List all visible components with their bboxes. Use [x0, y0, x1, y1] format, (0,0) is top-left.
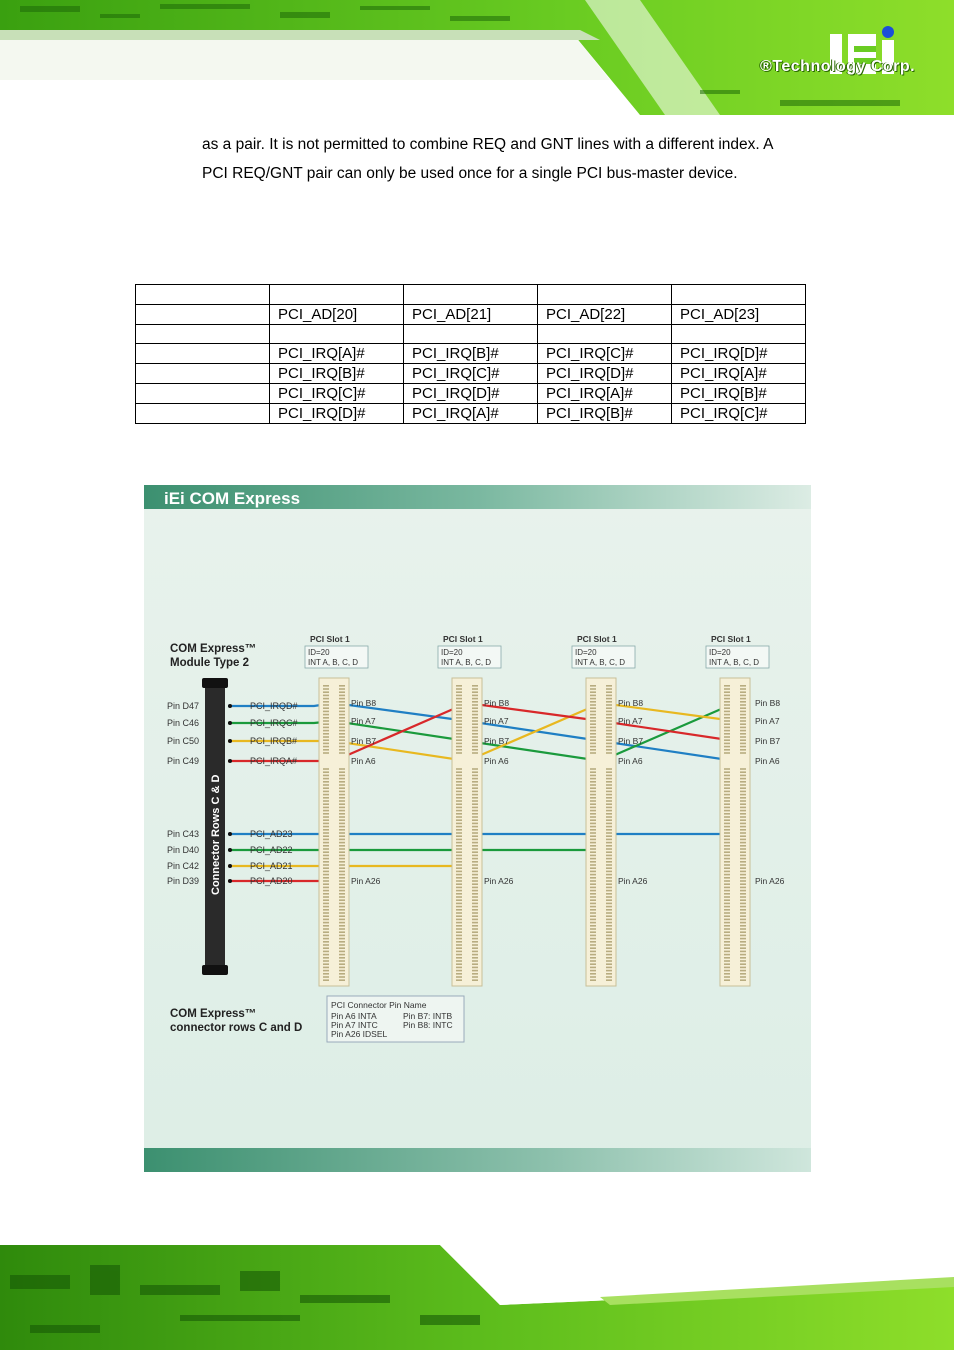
signal-label: PCI_IRQC# — [250, 718, 298, 728]
signal-label: PCI_IRQA# — [250, 756, 298, 766]
paragraph-line-1: as a pair. It is not permitted to combine REQ and GNT lines with a different index. A — [202, 136, 774, 153]
table-cell — [136, 325, 270, 344]
slot-pin-label: Pin A26 — [484, 876, 514, 886]
slot-title: PCI Slot 1 — [443, 634, 483, 644]
slot-title: PCI Slot 1 — [310, 634, 350, 644]
slot-pin-label: Pin A7 — [484, 716, 509, 726]
left-pin-label: Pin C46 — [167, 718, 200, 728]
left-pin-label: Pin C49 — [167, 756, 200, 766]
legend-item: Pin A7 INTC — [331, 1020, 378, 1030]
legend-item: Pin B8: INTC — [403, 1020, 453, 1030]
slot-pin-label: Pin A6 — [618, 756, 643, 766]
slot-pin-label: Pin B8 — [351, 698, 377, 708]
table-cell — [136, 344, 270, 364]
irq-routing-table — [135, 284, 806, 424]
slot-pin-label: Pin B8 — [618, 698, 644, 708]
iei-logo — [824, 22, 944, 87]
footer-circuit-graphic — [0, 1235, 954, 1350]
left-pin-label: Pin C50 — [167, 736, 200, 746]
banner-title: iEi COM Express — [164, 489, 301, 508]
table-cell — [538, 285, 672, 305]
table-cell — [136, 285, 270, 305]
slot-pin-label: Pin A6 — [755, 756, 780, 766]
table-cell — [136, 364, 270, 384]
table-cell: PCI_AD[22] — [538, 305, 672, 325]
legend-item: Pin A6 INTA — [331, 1011, 377, 1021]
table-cell: PCI_IRQ[C]# — [538, 344, 672, 364]
slot-pin-label: Pin A26 — [351, 876, 381, 886]
slot-title: PCI Slot 1 — [577, 634, 617, 644]
left-pin-label: Pin D40 — [167, 845, 200, 855]
table-cell — [270, 325, 404, 344]
slot-int: INT A, B, C, D — [308, 658, 359, 667]
legend-item: Pin A26 IDSEL — [331, 1029, 388, 1039]
signal-label: PCI_AD23 — [250, 829, 293, 839]
table-cell — [672, 325, 806, 344]
table-cell: PCI_IRQ[D]# — [672, 344, 806, 364]
legend-item: Pin B7: INTB — [403, 1011, 453, 1021]
table-cell — [404, 325, 538, 344]
slot-pin-label: Pin B7 — [618, 736, 644, 746]
bottom-title-line1: COM Express™ — [170, 1008, 257, 1020]
module-title-line1: COM Express™ — [170, 643, 257, 655]
slot-pin-label: Pin A7 — [755, 716, 780, 726]
signal-label: PCI_IRQD# — [250, 701, 298, 711]
slot-pin-label: Pin B8 — [484, 698, 510, 708]
slot-id: ID=20 — [709, 648, 731, 657]
bottom-title-line2: connector rows C and D — [170, 1022, 303, 1034]
table-cell: PCI_IRQ[B]# — [270, 364, 404, 384]
table-row — [136, 404, 806, 424]
table-cell: PCI_IRQ[A]# — [538, 384, 672, 404]
paragraph-line-2: PCI REQ/GNT pair can only be used once for a single PCI bus-master device. — [202, 165, 738, 182]
slot-pin-label: Pin A6 — [351, 756, 376, 766]
table-cell: PCI_IRQ[A]# — [270, 344, 404, 364]
slot-pin-label: Pin A26 — [618, 876, 648, 886]
slot-id: ID=20 — [575, 648, 597, 657]
table-cell: PCI_IRQ[D]# — [404, 384, 538, 404]
table-cell: PCI_AD[20] — [270, 305, 404, 325]
slot-id: ID=20 — [308, 648, 330, 657]
com-express-pci-routing-figure — [144, 485, 811, 1172]
table-cell — [136, 305, 270, 325]
table-cell: PCI_IRQ[D]# — [538, 364, 672, 384]
page-footer — [0, 1235, 954, 1350]
signal-label: PCI_AD20 — [250, 876, 293, 886]
left-pin-label: Pin C43 — [167, 829, 200, 839]
slot-pin-label: Pin A6 — [484, 756, 509, 766]
left-pin-label: Pin C42 — [167, 861, 200, 871]
slot-pin-label: Pin B7 — [351, 736, 377, 746]
page-header — [0, 0, 954, 115]
table-cell — [538, 325, 672, 344]
table-cell — [136, 404, 270, 424]
slot-int: INT A, B, C, D — [441, 658, 492, 667]
table-cell: PCI_IRQ[D]# — [270, 404, 404, 424]
slot-int: INT A, B, C, D — [575, 658, 626, 667]
slot-int: INT A, B, C, D — [709, 658, 760, 667]
table-cell: PCI_IRQ[A]# — [672, 364, 806, 384]
table-cell — [404, 285, 538, 305]
table-cell: PCI_IRQ[C]# — [404, 364, 538, 384]
table-cell — [270, 285, 404, 305]
left-pin-label: Pin D39 — [167, 876, 200, 886]
module-title-line2: Module Type 2 — [170, 657, 250, 669]
table-cell: PCI_IRQ[B]# — [538, 404, 672, 424]
table-cell: PCI_IRQ[C]# — [270, 384, 404, 404]
table-cell: PCI_IRQ[B]# — [404, 344, 538, 364]
table-cell: PCI_IRQ[B]# — [672, 384, 806, 404]
connector-label: Connector Rows C & D — [210, 774, 222, 895]
routing-diagram — [144, 485, 811, 1172]
signal-label: PCI_AD21 — [250, 861, 293, 871]
slot-pin-label: Pin A7 — [351, 716, 376, 726]
table-row — [136, 305, 806, 325]
slot-pin-label: Pin B8 — [755, 698, 781, 708]
table-row — [136, 344, 806, 364]
left-pin-label: Pin D47 — [167, 701, 200, 711]
table-cell: PCI_IRQ[C]# — [672, 404, 806, 424]
slot-pin-label: Pin A26 — [755, 876, 785, 886]
table-row — [136, 285, 806, 305]
body-paragraph — [202, 130, 810, 188]
table-cell: PCI_AD[21] — [404, 305, 538, 325]
signal-label: PCI_AD22 — [250, 845, 293, 855]
table-row — [136, 364, 806, 384]
table-cell: PCI_AD[23] — [672, 305, 806, 325]
brand-tagline: ®Technology Corp. — [760, 58, 916, 75]
table-cell: PCI_IRQ[A]# — [404, 404, 538, 424]
slot-title: PCI Slot 1 — [711, 634, 751, 644]
slot-pin-label: Pin B7 — [484, 736, 510, 746]
signal-label: PCI_IRQB# — [250, 736, 298, 746]
table-row — [136, 325, 806, 344]
legend-title: PCI Connector Pin Name — [331, 1000, 427, 1010]
slot-pin-label: Pin B7 — [755, 736, 781, 746]
table-cell — [136, 384, 270, 404]
figure-footer-band — [144, 1148, 811, 1172]
slot-id: ID=20 — [441, 648, 463, 657]
table-row — [136, 384, 806, 404]
slot-pin-label: Pin A7 — [618, 716, 643, 726]
table-cell — [672, 285, 806, 305]
